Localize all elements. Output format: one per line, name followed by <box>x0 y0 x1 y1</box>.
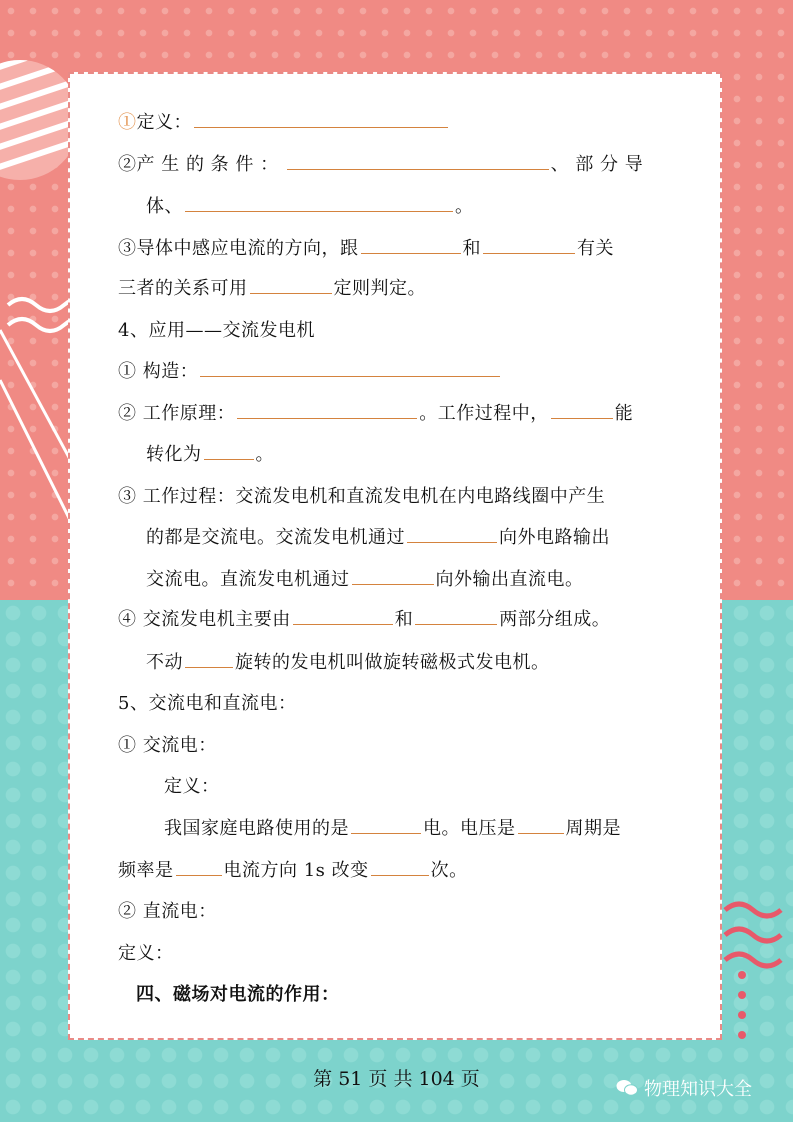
blank[interactable] <box>551 404 613 419</box>
blank[interactable] <box>351 819 421 834</box>
label-part-conductor: 、 部 分 导 <box>550 154 644 175</box>
line-work-process <box>118 482 605 508</box>
label-principle: ② 工作原理： <box>118 403 236 424</box>
line-structure <box>118 357 502 383</box>
blank[interactable] <box>361 239 461 254</box>
wechat-icon <box>616 1079 638 1097</box>
period: 。 <box>455 196 474 217</box>
heading-text: 四、磁场对电流的作用： <box>136 984 340 1005</box>
label-and: 和 <box>462 238 481 259</box>
text: 和 <box>394 609 414 630</box>
blank[interactable] <box>204 445 254 460</box>
line-body <box>146 192 474 218</box>
text: 周期是 <box>565 818 621 839</box>
text: 向外电路输出 <box>499 527 610 548</box>
blank[interactable] <box>237 404 417 419</box>
blank[interactable] <box>194 113 448 128</box>
label-convert: 转化为 <box>146 444 202 465</box>
line-household <box>164 814 621 840</box>
page-number: 第 51 页 共 104 页 <box>313 1068 480 1090</box>
blank[interactable] <box>176 861 222 876</box>
line-dc-output <box>146 565 584 591</box>
heading-text: 5、交流电和直流电： <box>118 693 297 714</box>
circled-number-1: ① <box>118 112 137 133</box>
text: 定义： <box>164 776 220 797</box>
blank[interactable] <box>287 155 549 170</box>
blank[interactable] <box>185 653 233 668</box>
line-ac <box>118 731 217 757</box>
text: 电。电压是 <box>423 818 516 839</box>
watermark-text: 物理知识大全 <box>644 1079 752 1100</box>
line-definition <box>118 108 450 134</box>
text: 交流电。直流发电机通过 <box>146 569 350 590</box>
label-energy: 能 <box>614 403 634 424</box>
watermark <box>616 1075 752 1101</box>
text: ④ 交流发电机主要由 <box>118 609 291 630</box>
text: ① 交流电： <box>118 735 217 756</box>
label-body: 体、 <box>146 196 183 217</box>
blank[interactable] <box>185 197 453 212</box>
blank[interactable] <box>293 610 393 625</box>
blank[interactable] <box>200 362 500 377</box>
line-convert <box>146 440 274 466</box>
label-conditions: ②产 生 的 条 件 ： <box>118 154 279 175</box>
line-dc <box>118 897 217 923</box>
line-dc-definition <box>118 939 174 965</box>
period: 。 <box>255 444 274 465</box>
blank[interactable] <box>407 528 497 543</box>
blank[interactable] <box>483 239 575 254</box>
label-process: 。工作过程中， <box>419 403 549 424</box>
text: 我国家庭电路使用的是 <box>164 818 349 839</box>
blank[interactable] <box>415 610 497 625</box>
line-conditions <box>118 150 643 176</box>
blank[interactable] <box>250 279 332 294</box>
blank[interactable] <box>371 861 429 876</box>
label-definition: 定义： <box>136 112 192 133</box>
text: 不动 <box>146 652 183 673</box>
line-frequency <box>118 856 468 882</box>
line-principle <box>118 399 633 425</box>
text: ② 直流电： <box>118 901 217 922</box>
line-components <box>118 605 610 631</box>
text: 的都是交流电。交流发电机通过 <box>146 527 405 548</box>
label-related: 有关 <box>577 238 614 259</box>
blank[interactable] <box>518 819 564 834</box>
blank[interactable] <box>352 570 434 585</box>
line-ac-output <box>146 523 610 549</box>
label-structure: ① 构造： <box>118 361 199 382</box>
text: 电流方向 1s 改变 <box>223 860 369 881</box>
text: 向外输出直流电。 <box>435 569 584 590</box>
text: 频率是 <box>118 860 174 881</box>
line-direction <box>118 234 614 260</box>
text: 旋转的发电机叫做旋转磁极式发电机。 <box>235 652 550 673</box>
line-ac-definition <box>164 772 220 798</box>
text: 两部分组成。 <box>499 609 611 630</box>
heading-text: 4、应用——交流发电机 <box>118 320 315 341</box>
line-rule <box>118 274 426 300</box>
label-direction: ③导体中感应电流的方向，跟 <box>118 238 359 259</box>
text: ③ 工作过程：交流发电机和直流发电机在内电路线圈中产生 <box>118 486 606 507</box>
heading-application <box>118 316 315 342</box>
text: 次。 <box>430 860 468 881</box>
line-rotating-magnet <box>146 648 550 674</box>
label-relation: 三者的关系可用 <box>118 278 248 299</box>
heading-magnetic-force <box>136 980 340 1006</box>
label-rule: 定则判定。 <box>333 278 426 299</box>
text: 定义： <box>118 943 174 964</box>
heading-ac-dc <box>118 689 296 715</box>
